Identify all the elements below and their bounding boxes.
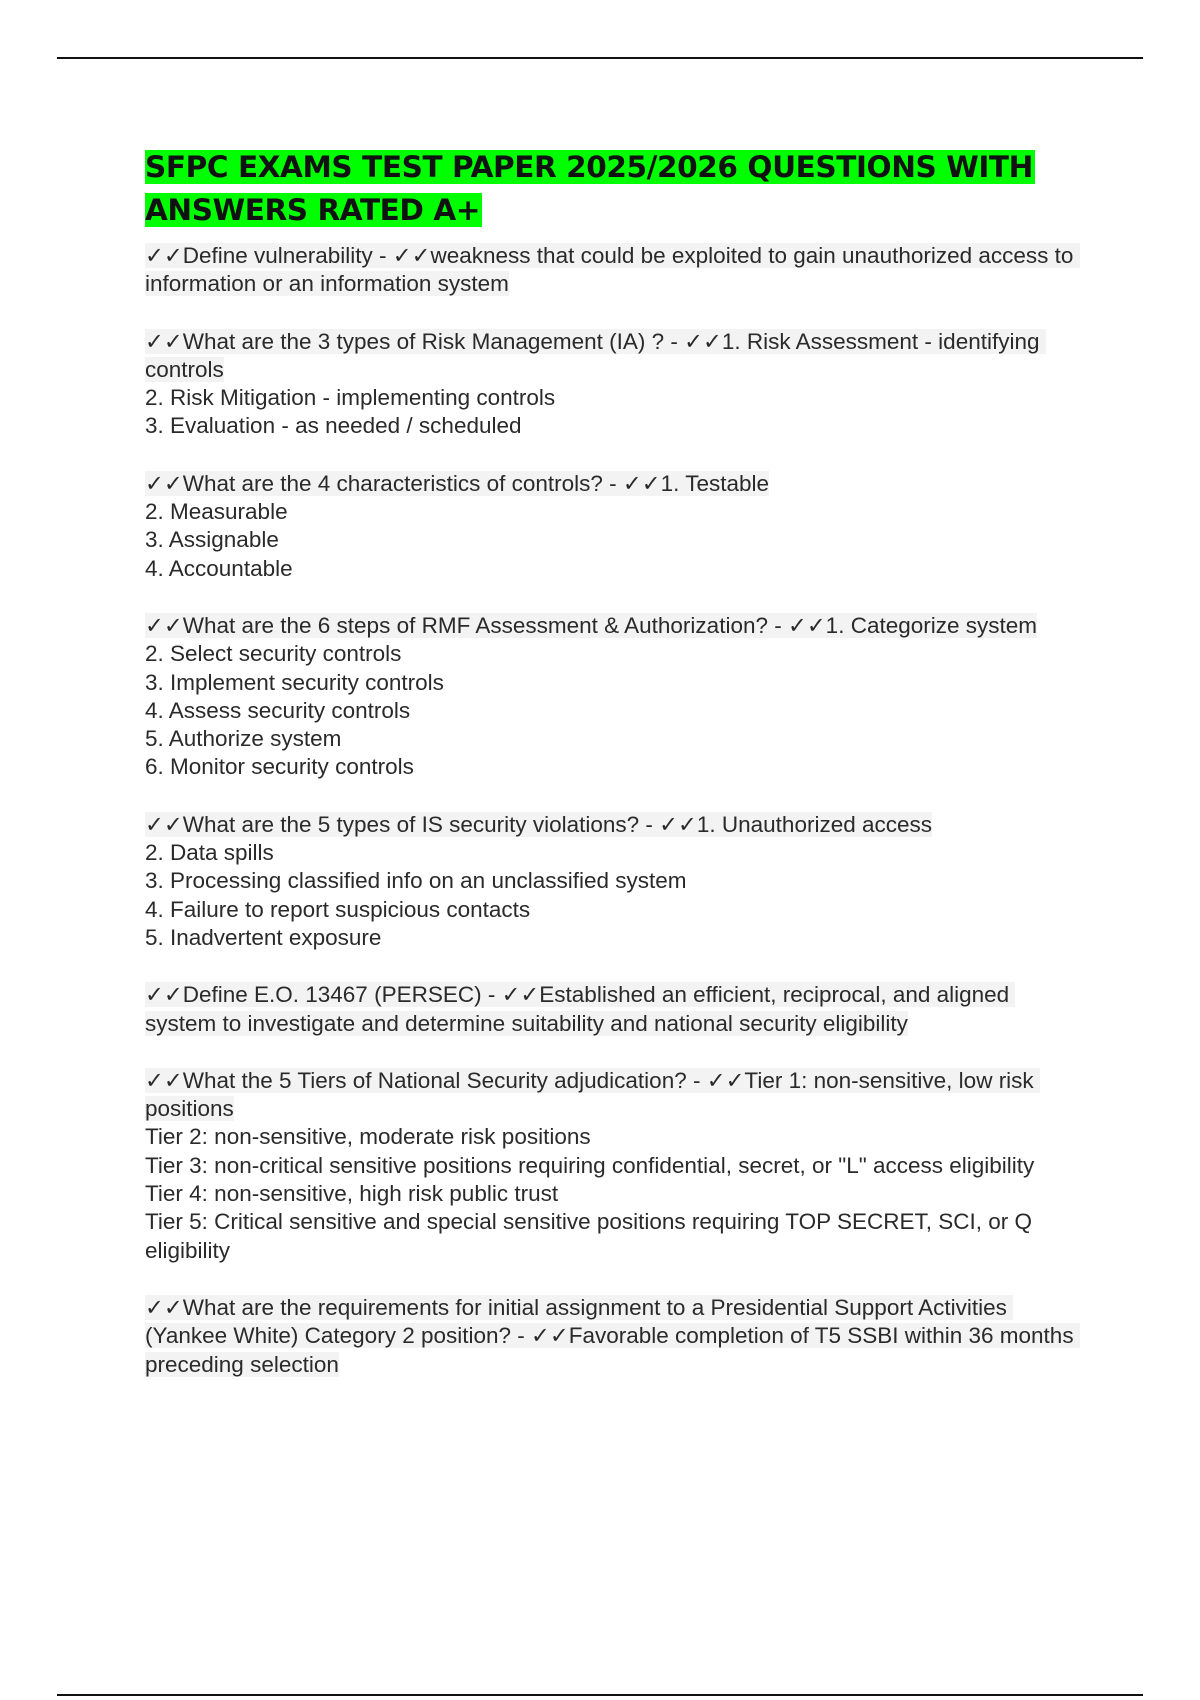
qa-answer-line: 3. Assignable [145, 527, 279, 553]
qa-item [145, 242, 1080, 299]
qa-item [145, 1294, 1080, 1379]
qa-answer-line: 6. Monitor security controls [145, 754, 414, 780]
qa-question-text: ✓✓What are the 3 types of Risk Management (IA) ? - ✓✓1. Risk Assessment - identifying controls [145, 328, 1046, 382]
header-rule [57, 57, 1143, 59]
qa-answer-line: Tier 5: Critical sensitive and special sensitive positions requiring TOP SECRET, SCI, or Q eligibility [145, 1209, 1039, 1263]
footer-rule [57, 1694, 1143, 1696]
document-body [145, 146, 1080, 1379]
qa-question-text: ✓✓What are the requirements for initial assignment to a Presidential Support Activities (Yankee White) Category 2 position? - ✓✓Favorable completion of T5 SSBI within 36 months preceding selection [145, 1294, 1080, 1377]
question-answer-list [145, 242, 1080, 1379]
qa-question-text: ✓✓What are the 5 types of IS security violations? - ✓✓1. Unauthorized access [145, 811, 933, 837]
title-line-1: SFPC EXAMS TEST PAPER 2025/2026 QUESTIONS WITH [145, 150, 1033, 184]
qa-answer-line: 3. Implement security controls [145, 669, 444, 695]
qa-item [145, 612, 1080, 782]
qa-question-text: ✓✓What the 5 Tiers of National Security adjudication? - ✓✓Tier 1: non-sensitive, low risk positions [145, 1067, 1040, 1122]
qa-answer-line: 4. Failure to report suspicious contacts [145, 896, 531, 922]
qa-answer-line: 3. Evaluation - as needed / scheduled [145, 413, 522, 439]
qa-question [145, 328, 1080, 385]
qa-question [145, 1294, 1080, 1379]
qa-answer-line: 4. Assess security controls [145, 697, 411, 723]
qa-item [145, 470, 1080, 583]
qa-item [145, 981, 1080, 1038]
qa-answer-line: Tier 3: non-critical sensitive positions requiring confidential, secret, or "L" access eligibility [145, 1152, 1035, 1178]
qa-answer-line: 2. Select security controls [145, 641, 402, 667]
qa-question-text: ✓✓What are the 4 characteristics of controls? - ✓✓1. Testable [145, 470, 770, 496]
qa-item [145, 811, 1080, 952]
qa-question [145, 981, 1080, 1038]
qa-question [145, 811, 1080, 839]
qa-question [145, 1067, 1080, 1124]
qa-answer-line: 4. Accountable [145, 555, 293, 581]
qa-answer-line: 5. Inadvertent exposure [145, 924, 382, 950]
qa-item [145, 1067, 1080, 1265]
qa-answer-line: 5. Authorize system [145, 726, 342, 752]
qa-question [145, 612, 1080, 640]
qa-answer-line: 2. Measurable [145, 499, 288, 525]
qa-item [145, 328, 1080, 441]
qa-question-text: ✓✓Define E.O. 13467 (PERSEC) - ✓✓Established an efficient, reciprocal, and aligned system to investigate and determine suitability and national security eligibility [145, 982, 1016, 1036]
qa-question [145, 470, 1080, 498]
qa-answer-line: 2. Data spills [145, 840, 274, 866]
qa-question-text: ✓✓Define vulnerability - ✓✓weakness that could be exploited to gain unauthorized access to information or an information system [145, 243, 1080, 297]
qa-answer-line: Tier 4: non-sensitive, high risk public trust [145, 1181, 559, 1207]
document-title [145, 146, 1080, 232]
qa-answer-line: 3. Processing classified info on an unclassified system [145, 868, 687, 894]
qa-question [145, 242, 1080, 299]
qa-answer-line: 2. Risk Mitigation - implementing controls [145, 385, 556, 411]
qa-answer-line: Tier 2: non-sensitive, moderate risk positions [145, 1124, 591, 1150]
title-line-2: ANSWERS RATED A+ [145, 193, 481, 227]
qa-question-text: ✓✓What are the 6 steps of RMF Assessment & Authorization? - ✓✓1. Categorize system [145, 612, 1038, 638]
